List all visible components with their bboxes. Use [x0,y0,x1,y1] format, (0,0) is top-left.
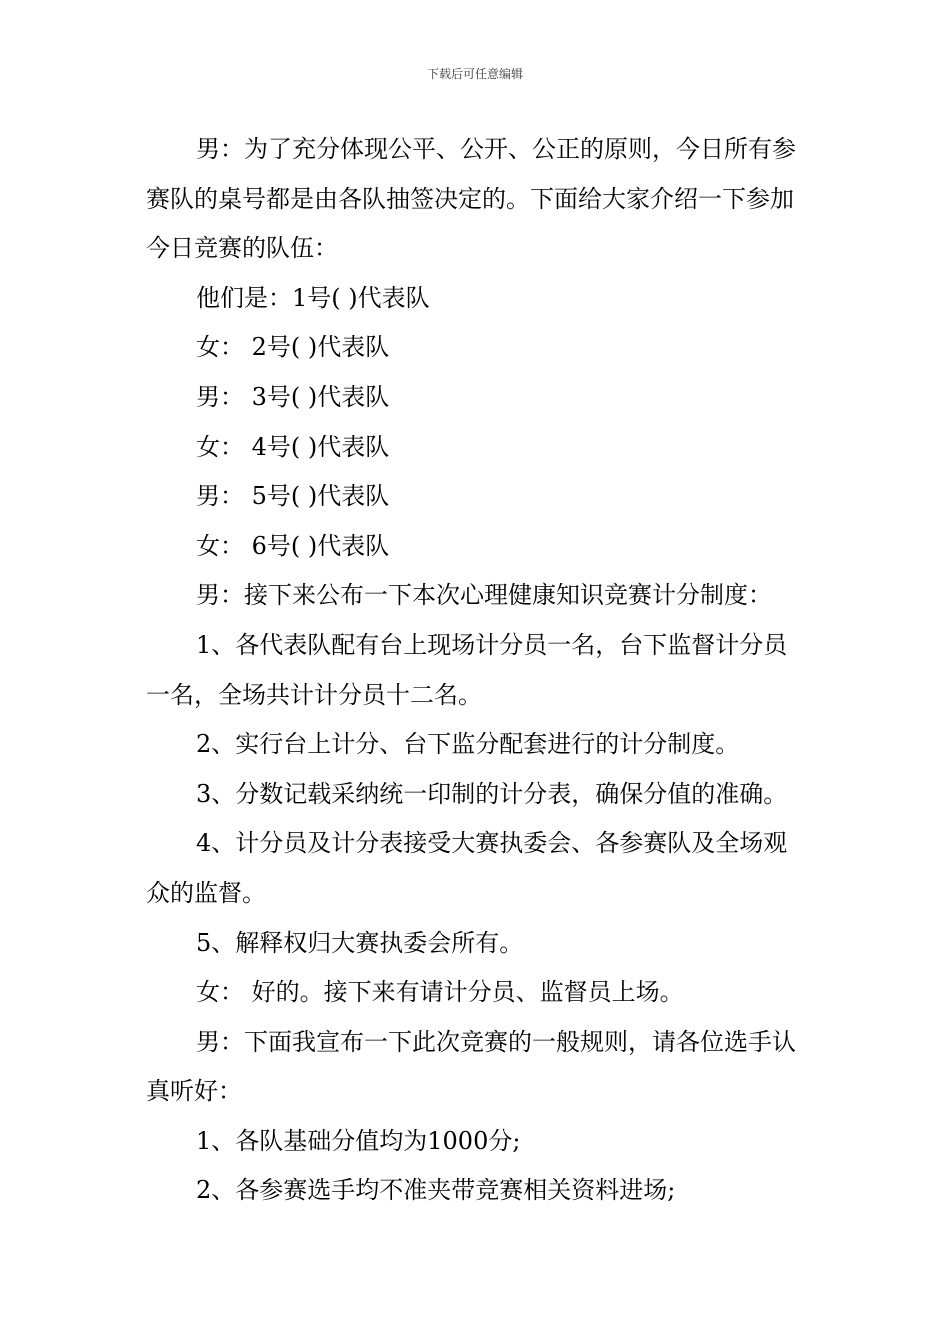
paragraph-team-6: 女： 6号( )代表队 [196,531,390,560]
paragraph-scoring-rule-5: 5、解释权归大赛执委会所有。 [196,928,524,957]
paragraph-general-rules-intro: 男：下面我宣布一下此次竞赛的一般规则，请各位选手认真听好： [146,1027,796,1106]
paragraph-scoring-rule-3: 3、分数记载采纳统一印制的计分表，确保分值的准确。 [196,779,788,808]
paragraph-scoring-rule-4: 4、计分员及计分表接受大赛执委会、各参赛队及全场观众的监督。 [146,829,788,907]
paragraph-team-1: 他们是：1号( )代表队 [196,283,430,312]
paragraph-scorers-enter: 女： 好的。接下来有请计分员、监督员上场。 [196,978,684,1007]
paragraph-team-3: 男： 3号( )代表队 [196,382,390,411]
paragraph-team-4: 女： 4号( )代表队 [196,432,390,461]
document-body [146,125,808,1216]
paragraph-team-5: 男： 5号( )代表队 [196,482,390,511]
paragraph-scoring-intro: 男：接下来公布一下本次心理健康知识竞赛计分制度： [196,581,772,610]
page-header-note: 下载后可任意编辑 [426,67,523,81]
paragraph-scoring-rule-1: 1、各代表队配有台上现场计分员一名，台下监督计分员一名，全场共计计分员十二名。 [146,630,788,709]
paragraph-team-2: 女： 2号( )代表队 [196,333,390,362]
paragraph-intro: 男：为了充分体现公平、公开、公正的原则，今日所有参赛队的桌号都是由各队抽签决定的。下面给大家介绍一下参加今日竞赛的队伍： [146,135,796,263]
paragraph-general-rule-1: 1、各队基础分值均为1000分; [196,1126,521,1155]
paragraph-scoring-rule-2: 2、实行台上计分、台下监分配套进行的计分制度。 [196,730,740,759]
paragraph-general-rule-2: 2、各参赛选手均不准夹带竞赛相关资料进场; [196,1176,676,1205]
